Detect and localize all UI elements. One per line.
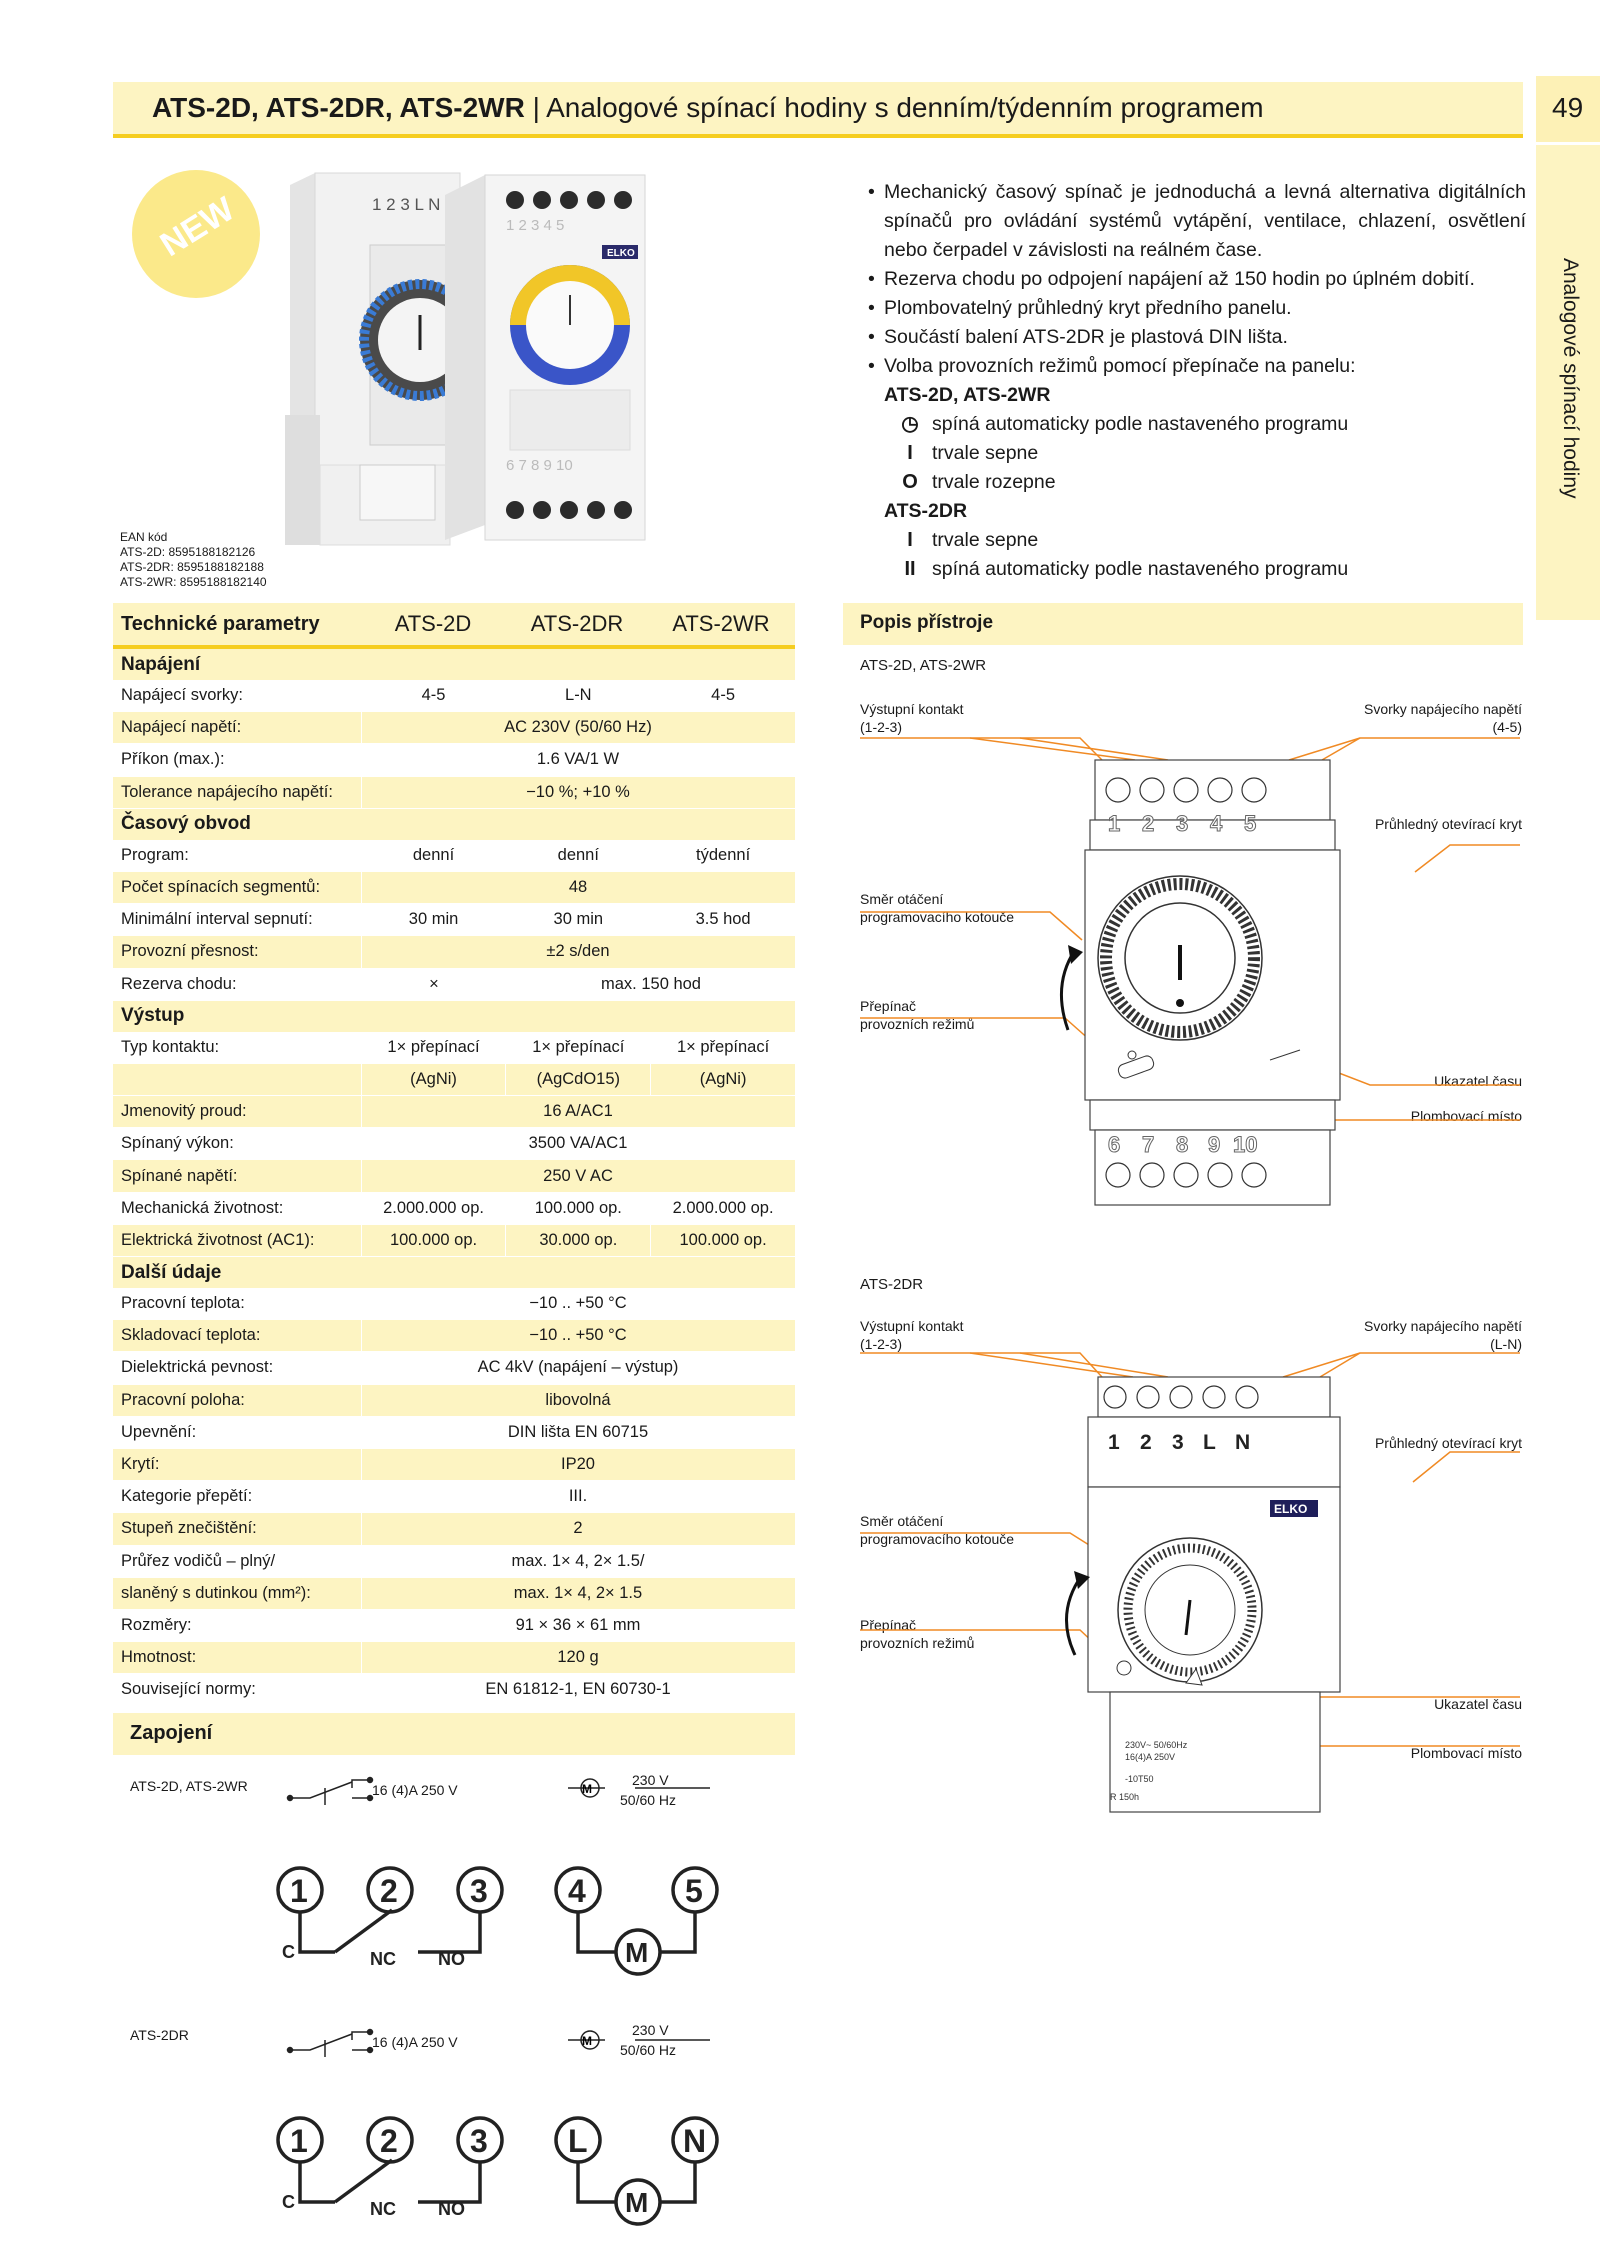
row-value: −10 .. +50 °C (361, 1288, 794, 1319)
row-label: Spínaný výkon: (121, 1134, 234, 1153)
wiring-diagram-ats-2d (270, 1760, 730, 2010)
table-section-header: Napájení (113, 645, 795, 680)
table-section-header: Výstup (113, 1001, 795, 1032)
product-photo (270, 165, 770, 560)
row-value: 30 min (505, 904, 650, 935)
table-row (113, 1546, 795, 1578)
label-smer-otaceni: Směr otáčení programovacího kotouče (860, 891, 1015, 925)
table-row (113, 1642, 795, 1674)
contact-no: NO (438, 1949, 465, 1969)
wiring-caption: ATS-2DR (130, 2027, 189, 2043)
feature-bullet: • Plombovatelný průhledný kryt předního panelu. (868, 294, 1526, 323)
photo-right-bottom-terminals: 6 7 8 9 10 (506, 457, 573, 474)
table-row (113, 1032, 795, 1064)
row-value: libovolná (361, 1385, 794, 1416)
device-diagram-ats-2d (850, 720, 1540, 1240)
terminal-number: 3 (1176, 811, 1189, 836)
row-value: IP20 (361, 1449, 794, 1480)
table-row (113, 1385, 795, 1417)
row-value: max. 1× 4, 2× 1.5 (361, 1578, 794, 1609)
label-ukazatel: Ukazatel času (1434, 1696, 1522, 1712)
row-label: Hmotnost: (121, 1648, 197, 1667)
table-row (113, 969, 795, 1001)
row-value: denní (361, 840, 506, 871)
contact-c: C (282, 2192, 295, 2212)
terminal-number: 2 (380, 1873, 398, 1909)
table-row (113, 1128, 795, 1160)
row-value: 120 g (361, 1642, 794, 1673)
label-smer-otaceni: Směr otáčení programovacího kotouče (860, 1513, 1015, 1547)
row-value: 16 A/AC1 (361, 1096, 794, 1127)
row-value: 2.000.000 op. (361, 1193, 506, 1224)
table-row (113, 1096, 795, 1128)
motor-symbol: M (625, 2187, 649, 2218)
table-section-header: Časový obvod (113, 809, 795, 840)
table-row (113, 680, 795, 712)
motor-frequency: 50/60 Hz (620, 1792, 677, 1808)
row-label: Tolerance napájecího napětí: (121, 782, 333, 801)
terminal-label: 3 (1172, 1431, 1184, 1454)
feature-bullet: • Mechanický časový spínač je jednoduchá a levná alternativa digitálních spínačů pro ovládání systémů vytápění, ventilace, chlazení, osvětlení nebo čerpadel v závislosti na reálném čase. (868, 178, 1526, 265)
terminal-label: L (568, 2123, 588, 2159)
terminal-number: 5 (685, 1873, 703, 1909)
table-row (113, 1160, 795, 1192)
row-label: Upevnění: (121, 1422, 197, 1441)
photo-brand: ELKO (607, 248, 635, 259)
terminal-number: 1 (1108, 811, 1121, 836)
table-row (113, 840, 795, 872)
page-number: 49 (1552, 92, 1584, 123)
table-row (113, 904, 795, 936)
row-value: ±2 s/den (361, 936, 794, 967)
label-plomba: Plombovací místo (1410, 1108, 1522, 1124)
table-row (113, 872, 795, 904)
mode-item: I trvale sepne (868, 439, 1526, 468)
row-label: Jmenovitý proud: (121, 1102, 247, 1121)
row-label: Rozměry: (121, 1615, 192, 1634)
ean-line: ATS-2DR: 8595188182188 (120, 560, 264, 574)
row-label: Napájecí napětí: (121, 718, 242, 737)
table-row (113, 1674, 795, 1706)
table-row (113, 1352, 795, 1384)
terminal-number: 7 (1142, 1132, 1155, 1157)
row-label: Dielektrická pevnost: (121, 1358, 274, 1377)
contact-no: NO (438, 2199, 465, 2219)
motor-symbol: M (582, 2034, 592, 2048)
motor-symbol: M (582, 1782, 592, 1796)
terminal-label: L (1203, 1431, 1216, 1454)
diagram-caption: ATS-2D, ATS-2WR (860, 657, 987, 674)
ean-line: ATS-2D: 8595188182126 (120, 545, 256, 559)
row-label: Stupeň znečištění: (121, 1519, 257, 1538)
device-label-line: 16(4)A 250V (1125, 1752, 1176, 1762)
terminal-label: 2 (1140, 1431, 1152, 1454)
terminal-label: N (1235, 1431, 1251, 1454)
row-label: Krytí: (121, 1455, 160, 1474)
contact-nc: NC (370, 2199, 396, 2219)
mode-item: O trvale rozepne (868, 468, 1526, 497)
row-label: Skladovací teplota: (121, 1326, 261, 1345)
row-value: L-N (505, 680, 650, 711)
terminal-number: 4 (568, 1873, 586, 1909)
feature-bullet: • Volba provozních režimů pomocí přepínače na panelu: (868, 352, 1526, 381)
table-row (113, 744, 795, 776)
row-value: −10 .. +50 °C (361, 1320, 794, 1351)
row-value: 3.5 hod (650, 904, 795, 935)
popis-title: Popis přístroje (860, 612, 994, 633)
row-value: AC 4kV (napájení – výstup) (361, 1352, 794, 1383)
row-value: 250 V AC (361, 1160, 794, 1191)
row-value: EN 61812-1, EN 60730-1 (361, 1674, 794, 1705)
row-label: Spínané napětí: (121, 1166, 238, 1185)
table-row (113, 1610, 795, 1642)
row-label: Provozní přesnost: (121, 942, 259, 961)
tech-table (113, 603, 795, 1706)
row-value: (AgNi) (650, 1064, 795, 1095)
contact-rating: 16 (4)A 250 V (372, 2034, 458, 2050)
row-value: × (361, 969, 506, 1000)
mode-item: II spíná automaticky podle nastaveného programu (868, 555, 1526, 584)
table-row (113, 1288, 795, 1320)
table-row (113, 936, 795, 968)
row-value: 3500 VA/AC1 (361, 1128, 794, 1159)
row-label: Rezerva chodu: (121, 974, 237, 993)
table-row (113, 1481, 795, 1513)
row-label: Mechanická životnost: (121, 1198, 284, 1217)
row-value: 100.000 op. (361, 1225, 506, 1256)
terminal-number: 6 (1108, 1132, 1121, 1157)
table-row (113, 1320, 795, 1352)
off-icon: O (902, 471, 918, 493)
mode-group-title: ATS-2DR (884, 500, 968, 522)
row-value: III. (361, 1481, 794, 1512)
terminal-number: 1 (290, 1873, 308, 1909)
label-ukazatel: Ukazatel času (1434, 1073, 1522, 1089)
label-svorky: Svorky napájecího napětí (L-N) (1364, 1318, 1522, 1352)
row-label: Pracovní poloha: (121, 1390, 245, 1409)
terminal-label: 1 (1108, 1431, 1120, 1454)
contact-nc: NC (370, 1949, 396, 1969)
table-row (113, 1225, 795, 1257)
terminal-number: 1 (290, 2123, 308, 2159)
row-value: 1× přepínací (361, 1032, 506, 1063)
row-value: 2 (361, 1513, 794, 1544)
photo-left-terminals: 1 2 3 L N (372, 195, 441, 214)
row-label: Související normy: (121, 1680, 256, 1699)
row-value: 1.6 VA/1 W (361, 744, 794, 775)
row-value: (AgNi) (361, 1064, 506, 1095)
new-badge-text: NEW (153, 189, 242, 265)
contact-c: C (282, 1942, 295, 1962)
mode-group-title: ATS-2D, ATS-2WR (884, 384, 1051, 406)
table-row (113, 1193, 795, 1225)
table-row (113, 1417, 795, 1449)
row-label: Pracovní teplota: (121, 1294, 245, 1313)
motor-symbol: M (625, 1937, 649, 1968)
row-value: 91 × 36 × 61 mm (361, 1610, 794, 1641)
row-label: Průřez vodičů – plný/ (121, 1551, 276, 1570)
label-vystupni-kontakt: Výstupní kontakt (1-2-3) (860, 1318, 964, 1352)
row-label: Počet spínacích segmentů: (121, 878, 321, 897)
tech-table-title: Technické parametry (121, 612, 320, 635)
device-label-line: -10T50 (1125, 1774, 1154, 1784)
row-value: (AgCdO15) (505, 1064, 650, 1095)
mode-item: I trvale sepne (868, 526, 1526, 555)
motor-voltage: 230 V (632, 2022, 669, 2038)
table-row (113, 1449, 795, 1481)
terminal-number: 10 (1233, 1132, 1258, 1157)
terminal-label: N (683, 2123, 707, 2159)
row-label: Elektrická životnost (AC1): (121, 1230, 315, 1249)
terminal-number: 2 (1142, 811, 1155, 836)
row-value: 1× přepínací (650, 1032, 795, 1063)
diagram-caption: ATS-2DR (860, 1276, 924, 1293)
motor-frequency: 50/60 Hz (620, 2042, 677, 2058)
row-label: Program: (121, 845, 189, 864)
device-ats-2dr-photo (445, 175, 645, 540)
label-prepinac: Přepínač provozních režimů (860, 1617, 975, 1651)
row-value: denní (505, 840, 650, 871)
row-value: max. 150 hod (506, 969, 795, 1000)
table-row (113, 1513, 795, 1545)
wiring-diagram-ats-2dr (270, 2012, 730, 2257)
row-value: max. 1× 4, 2× 1.5/ (361, 1546, 794, 1577)
clock-icon: ◷ (901, 413, 919, 435)
photo-right-top-terminals: 1 2 3 4 5 (506, 217, 565, 234)
feature-bullet: • Součástí balení ATS-2DR je plastová DIN lišta. (868, 323, 1526, 352)
row-value: 100.000 op. (505, 1193, 650, 1224)
terminal-number: 2 (380, 2123, 398, 2159)
row-value: 48 (361, 872, 794, 903)
feature-list (868, 178, 1526, 584)
wiring-caption: ATS-2D, ATS-2WR (130, 1778, 248, 1794)
ean-title: EAN kód (120, 530, 168, 544)
label-kryt: Průhledný otevírací kryt (1374, 816, 1522, 832)
row-label: Typ kontaktu: (121, 1037, 220, 1056)
device-brand: ELKO (1274, 1502, 1308, 1516)
row-value: 4-5 (361, 680, 506, 711)
motor-voltage: 230 V (632, 1772, 669, 1788)
side-tab-label: Analogové spínací hodiny (1559, 258, 1582, 499)
row-label: Kategorie přepětí: (121, 1487, 253, 1506)
table-row (113, 777, 795, 809)
device-label-line: R 150h (1110, 1792, 1140, 1802)
terminal-number: 5 (1244, 811, 1257, 836)
terminal-number: 4 (1210, 811, 1223, 836)
label-vystupni-kontakt: Výstupní kontakt (1-2-3) (860, 701, 964, 735)
row-value: 1× přepínací (505, 1032, 650, 1063)
auto-icon: II (904, 558, 916, 580)
row-value: 100.000 op. (650, 1225, 795, 1256)
ean-line: ATS-2WR: 8595188182140 (120, 575, 267, 589)
label-kryt: Průhledný otevírací kryt (1374, 1435, 1522, 1451)
feature-bullet: • Rezerva chodu po odpojení napájení až 150 hodin po úplném dobití. (868, 265, 1526, 294)
row-value: −10 %; +10 % (361, 777, 794, 808)
row-label: Napájecí svorky: (121, 686, 243, 705)
row-label: slaněný s dutinkou (mm²): (121, 1583, 311, 1602)
contact-rating: 16 (4)A 250 V (372, 1782, 458, 1798)
row-value: týdenní (650, 840, 795, 871)
terminal-number: 9 (1208, 1132, 1221, 1157)
on-icon: I (907, 529, 913, 551)
table-row (113, 1064, 795, 1096)
ean-codes (120, 530, 267, 590)
device-label-line: 230V~ 50/60Hz (1125, 1740, 1188, 1750)
table-row (113, 1578, 795, 1610)
label-svorky: Svorky napájecího napětí (4-5) (1364, 701, 1522, 735)
row-value: AC 230V (50/60 Hz) (361, 712, 794, 743)
column-header: ATS-2D (394, 611, 472, 636)
terminal-number: 8 (1176, 1132, 1189, 1157)
device-diagram-ats-2dr (850, 1335, 1540, 1835)
label-prepinac: Přepínač provozních režimů (860, 998, 975, 1032)
row-value: 30.000 op. (505, 1225, 650, 1256)
table-section-header: Další údaje (113, 1257, 795, 1288)
row-value: 4-5 (650, 680, 795, 711)
tech-table-header (113, 603, 795, 645)
zapojeni-header (113, 1713, 795, 1755)
row-label: Minimální interval sepnutí: (121, 910, 313, 929)
page-title: ATS-2D, ATS-2DR, ATS-2WR | Analogové spínací hodiny s denním/týdenním programem (152, 92, 1264, 123)
zapojeni-title: Zapojení (130, 1722, 213, 1744)
terminal-number: 3 (470, 2123, 488, 2159)
row-label: Příkon (max.): (121, 750, 225, 769)
label-plomba: Plombovací místo (1410, 1745, 1522, 1761)
mode-item: ◷ spíná automaticky podle nastaveného programu (868, 410, 1526, 439)
column-header: ATS-2DR (530, 611, 624, 636)
row-value: 2.000.000 op. (650, 1193, 795, 1224)
table-row (113, 712, 795, 744)
row-value: DIN lišta EN 60715 (361, 1417, 794, 1448)
terminal-number: 3 (470, 1873, 488, 1909)
on-icon: I (907, 442, 913, 464)
column-header: ATS-2WR (672, 611, 770, 636)
row-value: 30 min (361, 904, 506, 935)
